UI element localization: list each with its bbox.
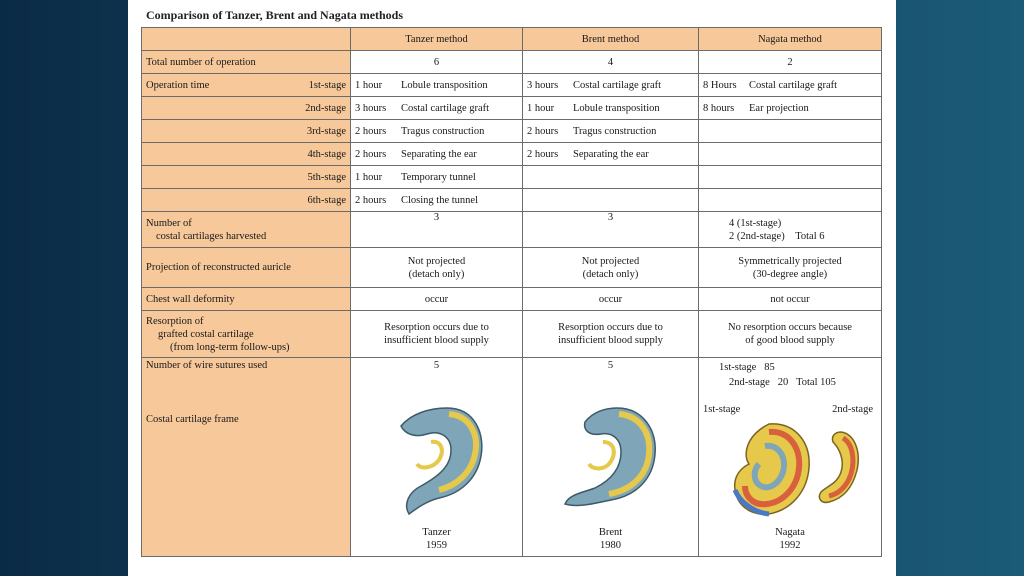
- hours: 2 hours: [355, 148, 387, 160]
- text-line: (detach only): [408, 268, 465, 280]
- row-label-stage: [142, 189, 351, 212]
- cell-stage-tanzer: [351, 74, 523, 97]
- tanzer-caption: [351, 526, 522, 552]
- stage-label: 3rd-stage: [306, 125, 346, 137]
- hours: 2 hours: [355, 125, 387, 137]
- procedure: Costal cartilage graft: [749, 79, 838, 91]
- text-line: Not projected: [581, 255, 640, 267]
- cell-stage-tanzer: [351, 166, 523, 189]
- hours: 1 hour: [355, 171, 383, 183]
- table-row: [142, 311, 882, 358]
- cell-stage-tanzer: [351, 120, 523, 143]
- label-line: Number of: [146, 217, 192, 229]
- brent-cartilage-frame-illustration: [559, 404, 659, 516]
- stage-label: 2nd-stage: [305, 102, 346, 114]
- nagata-second-stage-frame-illustration: [815, 428, 867, 508]
- frame-label: Costal cartilage frame: [146, 414, 239, 425]
- header-nagata: Nagata method: [699, 28, 882, 51]
- cell-total-nagata: 2: [699, 51, 882, 74]
- hours: 2 hours: [527, 125, 559, 137]
- header-brent: Brent method: [523, 28, 699, 51]
- nagata-wire-counts: [719, 360, 836, 390]
- hours: 8 Hours: [703, 79, 737, 91]
- cell-stage-brent: [523, 97, 699, 120]
- cell-chest-brent: occur: [523, 288, 699, 311]
- procedure: Tragus construction: [573, 125, 657, 137]
- slide-page: [128, 0, 896, 576]
- cell-frame-brent: [523, 358, 699, 557]
- caption-name: Tanzer: [422, 527, 451, 538]
- cell-total-brent: 4: [523, 51, 699, 74]
- procedure: Closing the tunnel: [401, 194, 478, 206]
- cell-stage-brent: [523, 166, 699, 189]
- brent-caption: [523, 526, 698, 552]
- cell-stage-nagata: [699, 143, 882, 166]
- label-line: costal cartilages harvested: [156, 230, 267, 242]
- text-line: Resorption occurs due to: [558, 322, 663, 333]
- procedure: Lobule transposition: [401, 79, 488, 91]
- procedure: Costal cartilage graft: [401, 102, 490, 114]
- table-row: [142, 143, 882, 166]
- row-label-stage: [142, 97, 351, 120]
- hours: 2 hours: [355, 194, 387, 206]
- text-line: No resorption occurs because: [728, 322, 852, 333]
- caption-name: Nagata: [775, 527, 805, 538]
- caption-year: 1959: [426, 540, 447, 551]
- procedure: Separating the ear: [401, 148, 477, 160]
- row-label-frame: [142, 358, 351, 557]
- cell-stage-nagata: [699, 74, 882, 97]
- table-row: [142, 166, 882, 189]
- text-line: (30-degree angle): [752, 268, 828, 280]
- hours: 1 hour: [355, 79, 383, 91]
- hours: 2 hours: [527, 148, 559, 160]
- table-row: [142, 51, 882, 74]
- comparison-table: [141, 27, 882, 557]
- stage-label: 1st-stage: [308, 79, 346, 91]
- table-row: [142, 189, 882, 212]
- page-title: Comparison of Tanzer, Brent and Nagata methods: [146, 8, 404, 22]
- text-line: insufficient blood supply: [558, 335, 663, 346]
- cell-projection-tanzer: [351, 248, 523, 288]
- tanzer-cartilage-frame-illustration: [387, 404, 487, 516]
- row-label-stage: [142, 74, 351, 97]
- row-label-stage: [142, 143, 351, 166]
- procedure: Costal cartilage graft: [573, 79, 662, 91]
- wire-label: Number of wire sutures used: [146, 360, 268, 371]
- hours: 3 hours: [527, 79, 559, 91]
- row-label-resorption: [142, 311, 351, 358]
- cell-stage-tanzer: [351, 143, 523, 166]
- text-line: Not projected: [407, 255, 466, 267]
- header-tanzer: Tanzer method: [351, 28, 523, 51]
- nagata-right-label: 2nd-stage: [832, 404, 873, 415]
- stage-label: 5th-stage: [307, 171, 346, 183]
- cell-frame-nagata: [699, 358, 882, 557]
- row-label-chest: Chest wall deformity: [142, 288, 351, 311]
- cell-stage-nagata: [699, 97, 882, 120]
- wire-total: Total 105: [796, 377, 836, 388]
- cell-stage-brent: [523, 143, 699, 166]
- table-row: [142, 358, 882, 557]
- cell-harvest-nagata: [699, 212, 882, 248]
- procedure: Lobule transposition: [573, 102, 660, 114]
- nagata-first-stage-frame-illustration: [729, 420, 815, 518]
- wire-value: 85: [764, 362, 775, 373]
- table-row: [142, 97, 882, 120]
- text-line: (detach only): [582, 268, 639, 280]
- stage-label: 6th-stage: [307, 194, 346, 206]
- cell-projection-nagata: [699, 248, 882, 288]
- cell-total-tanzer: 6: [351, 51, 523, 74]
- caption-year: 1980: [600, 540, 621, 551]
- wire-count: 5: [433, 360, 440, 371]
- label-line: Resorption of: [146, 315, 204, 327]
- cell-harvest-brent: 3: [523, 212, 699, 248]
- table-row: [142, 248, 882, 288]
- cell-projection-brent: [523, 248, 699, 288]
- table-row: [142, 288, 882, 311]
- wire-stage: 1st-stage: [719, 362, 757, 373]
- stage-label: 4th-stage: [307, 148, 346, 160]
- hours: 1 hour: [527, 102, 555, 114]
- procedure: Temporary tunnel: [401, 171, 476, 183]
- harvest-line: 2 (2nd-stage): [729, 230, 785, 242]
- cell-stage-nagata: [699, 166, 882, 189]
- cell-harvest-tanzer: 3: [351, 212, 523, 248]
- cell-stage-brent: [523, 120, 699, 143]
- table-header-row: [142, 28, 882, 51]
- label-line: grafted costal cartilage: [158, 328, 254, 340]
- cell-stage-brent: [523, 189, 699, 212]
- cell-stage-nagata: [699, 120, 882, 143]
- hours: 3 hours: [355, 102, 387, 114]
- wire-count: 5: [607, 360, 614, 371]
- cell-frame-tanzer: [351, 358, 523, 557]
- text-line: insufficient blood supply: [384, 335, 489, 346]
- procedure: Separating the ear: [573, 148, 649, 160]
- row-label-stage: [142, 166, 351, 189]
- wire-value: 20: [777, 377, 789, 388]
- label-line: (from long-term follow-ups): [170, 341, 290, 353]
- row-label-stage: [142, 120, 351, 143]
- nagata-left-label: 1st-stage: [703, 404, 741, 415]
- table-row: [142, 120, 882, 143]
- harvest-line: 4 (1st-stage): [729, 217, 782, 229]
- wire-stage: 2nd-stage: [729, 377, 770, 388]
- nagata-caption: [699, 526, 881, 552]
- table-row: [142, 212, 882, 248]
- caption-name: Brent: [598, 527, 623, 538]
- row-label-harvest: [142, 212, 351, 248]
- text-line: of good blood supply: [745, 335, 835, 346]
- harvest-total: Total 6: [795, 230, 825, 242]
- row-label-projection: Projection of reconstructed auricle: [142, 248, 351, 288]
- text-line: Symmetrically projected: [738, 255, 842, 267]
- cell-chest-nagata: not occur: [699, 288, 882, 311]
- table-row: [142, 74, 882, 97]
- op-time-label: Operation time: [146, 79, 210, 91]
- procedure: Ear projection: [749, 102, 809, 114]
- row-label-total: Total number of operation: [142, 51, 351, 74]
- cell-chest-tanzer: occur: [351, 288, 523, 311]
- procedure: Tragus construction: [401, 125, 485, 137]
- cell-stage-tanzer: [351, 97, 523, 120]
- cell-stage-tanzer: [351, 189, 523, 212]
- cell-resorption-brent: [523, 311, 699, 358]
- cell-resorption-tanzer: [351, 311, 523, 358]
- header-empty: [142, 28, 351, 51]
- text-line: Resorption occurs due to: [384, 322, 489, 333]
- cell-stage-brent: [523, 74, 699, 97]
- cell-stage-nagata: [699, 189, 882, 212]
- caption-year: 1992: [779, 540, 801, 551]
- cell-resorption-nagata: [699, 311, 882, 358]
- hours: 8 hours: [703, 102, 735, 114]
